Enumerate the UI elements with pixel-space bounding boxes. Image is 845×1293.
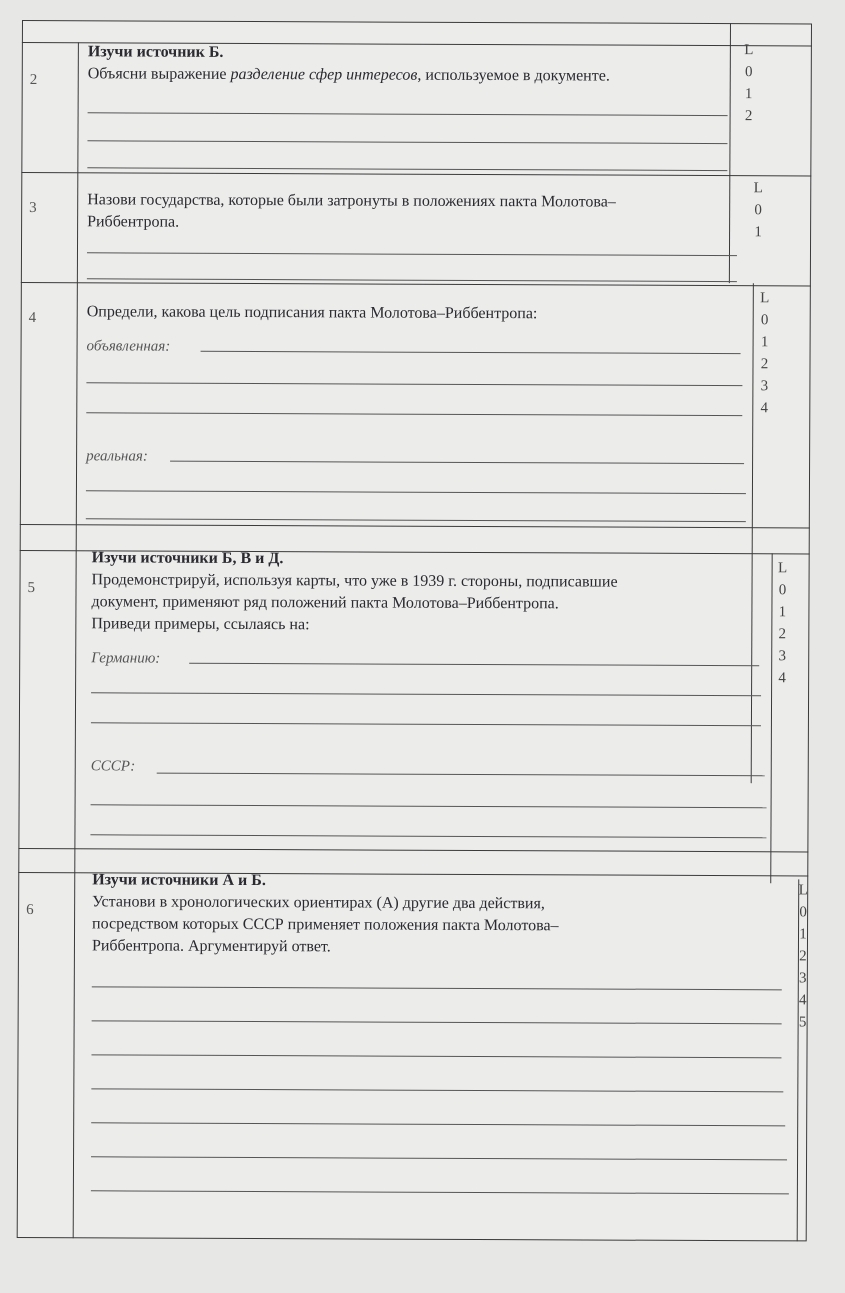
score-option[interactable]: 2 bbox=[760, 356, 769, 373]
score-scale bbox=[747, 177, 769, 243]
score-option[interactable]: 2 bbox=[799, 948, 807, 965]
declared-goal-label: объявленная: bbox=[86, 338, 171, 355]
task-prompt-line: Установи в хронологических ориентирах (А) другие два действия, bbox=[92, 893, 545, 913]
prompt-text: Объясни выражение bbox=[87, 65, 231, 83]
score-option[interactable]: 3 bbox=[760, 378, 769, 395]
task-prompt-line: Продемонстрируй, используя карты, что уже в 1939 г. стороны, подписавшие bbox=[91, 571, 618, 591]
task-source-header: Изучи источники А и Б. bbox=[92, 871, 266, 890]
ussr-label: СССР: bbox=[90, 758, 136, 775]
score-label: L bbox=[798, 882, 808, 899]
task-number: 3 bbox=[29, 200, 37, 217]
score-label: L bbox=[753, 180, 763, 197]
task-source-header: Изучи источники Б, В и Д. bbox=[91, 549, 284, 568]
score-option[interactable]: 1 bbox=[760, 334, 769, 351]
task-prompt-line: посредством которых СССР применяет положения пакта Молотова– bbox=[92, 915, 559, 935]
task-source-header: Изучи источник Б. bbox=[87, 43, 224, 61]
score-option[interactable]: 3 bbox=[778, 648, 787, 665]
score-option[interactable]: 5 bbox=[798, 1014, 807, 1031]
score-option[interactable]: 1 bbox=[778, 604, 787, 621]
worksheet-page bbox=[17, 20, 812, 1241]
score-label: L bbox=[760, 290, 770, 307]
score-option[interactable]: 1 bbox=[799, 926, 807, 943]
score-scale bbox=[738, 39, 760, 127]
score-option[interactable]: 0 bbox=[778, 582, 787, 599]
task-number: 2 bbox=[29, 72, 38, 89]
prompt-term: разделение сфер интересов bbox=[230, 65, 418, 84]
score-option[interactable]: 4 bbox=[760, 400, 769, 417]
task-prompt-line: Риббентропа. bbox=[87, 213, 180, 231]
score-option[interactable]: 0 bbox=[754, 202, 762, 219]
score-option[interactable]: 0 bbox=[760, 312, 769, 329]
real-goal-label: реальная: bbox=[86, 448, 148, 465]
score-scale bbox=[792, 879, 815, 1033]
score-label: L bbox=[777, 560, 788, 577]
score-option[interactable]: 3 bbox=[799, 970, 807, 987]
task-number: 6 bbox=[26, 902, 34, 919]
score-option[interactable]: 4 bbox=[798, 992, 807, 1009]
task-number: 5 bbox=[27, 580, 36, 597]
task-number: 4 bbox=[28, 310, 37, 327]
prompt-text: , используемое в документе. bbox=[417, 66, 610, 85]
score-option[interactable]: 1 bbox=[754, 224, 762, 241]
task-prompt-line: Приведи примеры, ссылаясь на: bbox=[91, 615, 310, 634]
task-prompt-line: Риббентропа. Аргументируй ответ. bbox=[91, 937, 331, 956]
score-option[interactable]: 1 bbox=[744, 86, 753, 103]
score-label: L bbox=[744, 42, 754, 59]
score-option[interactable]: 0 bbox=[799, 904, 807, 921]
task-prompt: Определи, какова цель подписания пакта Молотова–Риббентропа: bbox=[86, 303, 538, 323]
score-scale bbox=[753, 287, 776, 419]
task-prompt-line: документ, применяют ряд положений пакта Молотова–Риббентропа. bbox=[91, 593, 559, 613]
score-scale bbox=[771, 557, 794, 689]
germany-label: Германию: bbox=[91, 650, 161, 667]
score-option[interactable]: 2 bbox=[744, 108, 753, 125]
score-option[interactable]: 0 bbox=[744, 64, 753, 81]
task-prompt-line: Назови государства, которые были затронуты в положениях пакта Молотова– bbox=[87, 191, 616, 211]
score-option[interactable]: 4 bbox=[778, 670, 786, 687]
task-prompt bbox=[88, 64, 728, 87]
score-option[interactable]: 2 bbox=[778, 626, 787, 643]
